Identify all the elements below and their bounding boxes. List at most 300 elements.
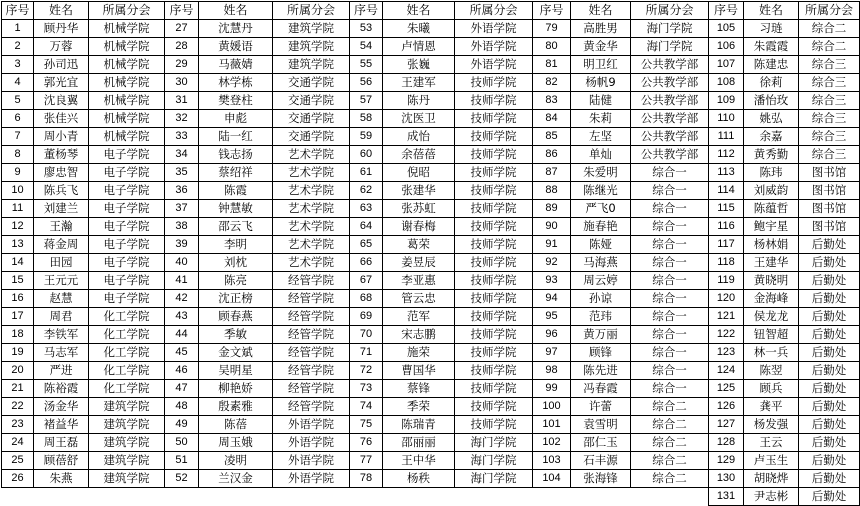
cell-name[interactable]: 王瀚 — [34, 218, 89, 236]
cell-department[interactable]: 综合一 — [631, 254, 709, 272]
cell-name[interactable]: 谢春梅 — [383, 218, 455, 236]
cell-department[interactable]: 建筑学院 — [273, 38, 350, 56]
cell-number[interactable]: 109 — [709, 92, 744, 110]
cell-number[interactable]: 22 — [2, 398, 34, 416]
cell-department[interactable]: 后勤处 — [799, 488, 860, 506]
cell-name[interactable]: 金海峰 — [744, 290, 799, 308]
cell-number[interactable]: 82 — [533, 74, 571, 92]
cell-number[interactable]: 29 — [165, 56, 199, 74]
cell-department[interactable]: 机械学院 — [89, 38, 165, 56]
cell-number[interactable]: 44 — [165, 326, 199, 344]
cell-name[interactable]: 胡晓烨 — [744, 470, 799, 488]
cell-empty[interactable] — [571, 488, 631, 506]
cell-name[interactable]: 蔡绍祥 — [199, 164, 273, 182]
cell-number[interactable]: 80 — [533, 38, 571, 56]
cell-number[interactable]: 59 — [350, 128, 383, 146]
cell-empty[interactable] — [631, 488, 709, 506]
cell-department[interactable]: 后勤处 — [799, 254, 860, 272]
cell-name[interactable]: 殷素雅 — [199, 398, 273, 416]
cell-name[interactable]: 施春艳 — [571, 218, 631, 236]
cell-number[interactable]: 55 — [350, 56, 383, 74]
cell-number[interactable]: 6 — [2, 110, 34, 128]
cell-number[interactable]: 97 — [533, 344, 571, 362]
cell-department[interactable]: 机械学院 — [89, 92, 165, 110]
cell-name[interactable]: 季敏 — [199, 326, 273, 344]
cell-department[interactable]: 后勤处 — [799, 398, 860, 416]
cell-name[interactable]: 陈兵飞 — [34, 182, 89, 200]
cell-name[interactable]: 朱爱明 — [571, 164, 631, 182]
cell-department[interactable]: 技师学院 — [455, 164, 533, 182]
cell-name[interactable]: 钮智超 — [744, 326, 799, 344]
cell-department[interactable]: 综合一 — [631, 272, 709, 290]
cell-name[interactable]: 刘建兰 — [34, 200, 89, 218]
cell-name[interactable]: 施荣 — [383, 344, 455, 362]
cell-number[interactable]: 23 — [2, 416, 34, 434]
cell-number[interactable]: 114 — [709, 182, 744, 200]
cell-name[interactable]: 孙司迅 — [34, 56, 89, 74]
cell-number[interactable]: 52 — [165, 470, 199, 488]
cell-number[interactable]: 102 — [533, 434, 571, 452]
cell-name[interactable]: 陈霞 — [199, 182, 273, 200]
cell-department[interactable]: 交通学院 — [273, 92, 350, 110]
cell-name[interactable]: 王建军 — [383, 74, 455, 92]
cell-name[interactable]: 严飞0 — [571, 200, 631, 218]
cell-name[interactable]: 王中华 — [383, 452, 455, 470]
cell-number[interactable]: 110 — [709, 110, 744, 128]
cell-department[interactable]: 综合一 — [631, 362, 709, 380]
cell-number[interactable]: 92 — [533, 254, 571, 272]
cell-department[interactable]: 建筑学院 — [273, 56, 350, 74]
cell-department[interactable]: 化工学院 — [89, 326, 165, 344]
header-cell[interactable]: 序号 — [350, 2, 383, 20]
cell-department[interactable]: 化工学院 — [89, 362, 165, 380]
cell-number[interactable]: 72 — [350, 362, 383, 380]
cell-number[interactable]: 14 — [2, 254, 34, 272]
cell-department[interactable]: 综合三 — [799, 146, 860, 164]
cell-name[interactable]: 朱燕 — [34, 470, 89, 488]
cell-name[interactable]: 管云忠 — [383, 290, 455, 308]
cell-name[interactable]: 顾兵 — [744, 380, 799, 398]
cell-number[interactable]: 34 — [165, 146, 199, 164]
cell-name[interactable]: 陈娅 — [571, 236, 631, 254]
cell-name[interactable]: 冯春霞 — [571, 380, 631, 398]
header-cell[interactable]: 所属分会 — [455, 2, 533, 20]
cell-number[interactable]: 48 — [165, 398, 199, 416]
cell-number[interactable]: 83 — [533, 92, 571, 110]
cell-department[interactable]: 电子学院 — [89, 290, 165, 308]
cell-department[interactable]: 电子学院 — [89, 236, 165, 254]
cell-number[interactable]: 95 — [533, 308, 571, 326]
cell-empty[interactable] — [199, 488, 273, 506]
cell-number[interactable]: 66 — [350, 254, 383, 272]
cell-name[interactable]: 林一兵 — [744, 344, 799, 362]
cell-department[interactable]: 技师学院 — [455, 416, 533, 434]
cell-number[interactable]: 42 — [165, 290, 199, 308]
cell-department[interactable]: 图书馆 — [799, 200, 860, 218]
cell-department[interactable]: 综合三 — [799, 92, 860, 110]
cell-name[interactable]: 邵仁玉 — [571, 434, 631, 452]
cell-number[interactable]: 35 — [165, 164, 199, 182]
cell-department[interactable]: 技师学院 — [455, 362, 533, 380]
cell-number[interactable]: 81 — [533, 56, 571, 74]
cell-number[interactable]: 130 — [709, 470, 744, 488]
cell-name[interactable]: 徐莉 — [744, 74, 799, 92]
cell-number[interactable]: 119 — [709, 272, 744, 290]
cell-number[interactable]: 20 — [2, 362, 34, 380]
header-cell[interactable]: 姓名 — [571, 2, 631, 20]
cell-name[interactable]: 马海燕 — [571, 254, 631, 272]
header-cell[interactable]: 所属分会 — [799, 2, 860, 20]
cell-department[interactable]: 技师学院 — [455, 146, 533, 164]
cell-number[interactable]: 112 — [709, 146, 744, 164]
cell-department[interactable]: 综合二 — [799, 38, 860, 56]
cell-number[interactable]: 38 — [165, 218, 199, 236]
cell-number[interactable]: 25 — [2, 452, 34, 470]
cell-department[interactable]: 公共教学部 — [631, 110, 709, 128]
cell-department[interactable]: 后勤处 — [799, 380, 860, 398]
header-cell[interactable]: 所属分会 — [273, 2, 350, 20]
cell-name[interactable]: 邵丽丽 — [383, 434, 455, 452]
cell-department[interactable]: 综合一 — [631, 380, 709, 398]
cell-name[interactable]: 季荣 — [383, 398, 455, 416]
cell-department[interactable]: 交通学院 — [273, 128, 350, 146]
cell-department[interactable]: 经管学院 — [273, 290, 350, 308]
cell-department[interactable]: 经管学院 — [273, 326, 350, 344]
cell-number[interactable]: 94 — [533, 290, 571, 308]
cell-number[interactable]: 87 — [533, 164, 571, 182]
cell-name[interactable]: 陈蓓 — [199, 416, 273, 434]
cell-department[interactable]: 艺术学院 — [273, 164, 350, 182]
cell-number[interactable]: 126 — [709, 398, 744, 416]
cell-department[interactable]: 图书馆 — [799, 218, 860, 236]
cell-number[interactable]: 65 — [350, 236, 383, 254]
cell-name[interactable]: 范玮 — [571, 308, 631, 326]
cell-number[interactable]: 10 — [2, 182, 34, 200]
header-cell[interactable]: 姓名 — [383, 2, 455, 20]
cell-name[interactable]: 姚弘 — [744, 110, 799, 128]
cell-department[interactable]: 技师学院 — [455, 110, 533, 128]
cell-name[interactable]: 顾丹华 — [34, 20, 89, 38]
cell-department[interactable]: 后勤处 — [799, 344, 860, 362]
cell-name[interactable]: 马薇婧 — [199, 56, 273, 74]
cell-name[interactable]: 王建华 — [744, 254, 799, 272]
cell-name[interactable]: 杨发强 — [744, 416, 799, 434]
cell-department[interactable]: 后勤处 — [799, 470, 860, 488]
cell-number[interactable]: 36 — [165, 182, 199, 200]
cell-department[interactable]: 建筑学院 — [89, 434, 165, 452]
cell-number[interactable]: 50 — [165, 434, 199, 452]
cell-number[interactable]: 61 — [350, 164, 383, 182]
cell-number[interactable]: 54 — [350, 38, 383, 56]
cell-department[interactable]: 机械学院 — [89, 74, 165, 92]
cell-department[interactable]: 技师学院 — [455, 92, 533, 110]
cell-empty[interactable] — [165, 488, 199, 506]
cell-department[interactable]: 综合二 — [631, 434, 709, 452]
cell-number[interactable]: 15 — [2, 272, 34, 290]
cell-name[interactable]: 张建华 — [383, 182, 455, 200]
cell-department[interactable]: 综合三 — [799, 110, 860, 128]
cell-number[interactable]: 40 — [165, 254, 199, 272]
cell-name[interactable]: 申彪 — [199, 110, 273, 128]
cell-name[interactable]: 李亚惠 — [383, 272, 455, 290]
cell-empty[interactable] — [350, 488, 383, 506]
cell-number[interactable]: 107 — [709, 56, 744, 74]
cell-number[interactable]: 118 — [709, 254, 744, 272]
cell-number[interactable]: 43 — [165, 308, 199, 326]
cell-name[interactable]: 钟慧敏 — [199, 200, 273, 218]
cell-department[interactable]: 综合一 — [631, 326, 709, 344]
cell-name[interactable]: 张苏虹 — [383, 200, 455, 218]
cell-department[interactable]: 技师学院 — [455, 398, 533, 416]
cell-number[interactable]: 84 — [533, 110, 571, 128]
cell-name[interactable]: 李明 — [199, 236, 273, 254]
cell-department[interactable]: 海门学院 — [631, 38, 709, 56]
cell-name[interactable]: 沈医卫 — [383, 110, 455, 128]
cell-name[interactable]: 潘怡玫 — [744, 92, 799, 110]
cell-department[interactable]: 外语学院 — [455, 38, 533, 56]
cell-department[interactable]: 综合一 — [631, 344, 709, 362]
header-cell[interactable]: 序号 — [165, 2, 199, 20]
cell-number[interactable]: 5 — [2, 92, 34, 110]
cell-department[interactable]: 技师学院 — [455, 254, 533, 272]
cell-number[interactable]: 77 — [350, 452, 383, 470]
header-cell[interactable]: 所属分会 — [631, 2, 709, 20]
cell-department[interactable]: 外语学院 — [273, 452, 350, 470]
cell-name[interactable]: 陈继光 — [571, 182, 631, 200]
cell-number[interactable]: 128 — [709, 434, 744, 452]
cell-name[interactable]: 范军 — [383, 308, 455, 326]
cell-name[interactable]: 孙谅 — [571, 290, 631, 308]
cell-name[interactable]: 周小青 — [34, 128, 89, 146]
cell-number[interactable]: 7 — [2, 128, 34, 146]
cell-name[interactable]: 顾蓓舒 — [34, 452, 89, 470]
cell-name[interactable]: 石丰源 — [571, 452, 631, 470]
cell-name[interactable]: 赵慧 — [34, 290, 89, 308]
cell-department[interactable]: 经管学院 — [273, 398, 350, 416]
cell-department[interactable]: 技师学院 — [455, 272, 533, 290]
cell-number[interactable]: 18 — [2, 326, 34, 344]
cell-number[interactable]: 76 — [350, 434, 383, 452]
cell-number[interactable]: 98 — [533, 362, 571, 380]
cell-name[interactable]: 黄晓明 — [744, 272, 799, 290]
cell-name[interactable]: 顾春燕 — [199, 308, 273, 326]
cell-number[interactable]: 3 — [2, 56, 34, 74]
cell-name[interactable]: 周君 — [34, 308, 89, 326]
header-cell[interactable]: 序号 — [533, 2, 571, 20]
cell-number[interactable]: 93 — [533, 272, 571, 290]
cell-name[interactable]: 吴明星 — [199, 362, 273, 380]
cell-department[interactable]: 综合二 — [631, 398, 709, 416]
cell-name[interactable]: 刘威韵 — [744, 182, 799, 200]
cell-empty[interactable] — [34, 488, 89, 506]
cell-number[interactable]: 53 — [350, 20, 383, 38]
cell-department[interactable]: 后勤处 — [799, 362, 860, 380]
cell-name[interactable]: 柳艳娇 — [199, 380, 273, 398]
cell-number[interactable]: 58 — [350, 110, 383, 128]
cell-number[interactable]: 125 — [709, 380, 744, 398]
cell-department[interactable]: 技师学院 — [455, 218, 533, 236]
cell-name[interactable]: 袁雪明 — [571, 416, 631, 434]
cell-name[interactable]: 卢情恩 — [383, 38, 455, 56]
cell-name[interactable]: 金文斌 — [199, 344, 273, 362]
cell-number[interactable]: 78 — [350, 470, 383, 488]
cell-number[interactable]: 111 — [709, 128, 744, 146]
cell-name[interactable]: 陈丹 — [383, 92, 455, 110]
cell-number[interactable]: 75 — [350, 416, 383, 434]
cell-name[interactable]: 朱曦 — [383, 20, 455, 38]
cell-number[interactable]: 67 — [350, 272, 383, 290]
cell-department[interactable]: 图书馆 — [799, 164, 860, 182]
cell-name[interactable]: 蒋金周 — [34, 236, 89, 254]
cell-number[interactable]: 100 — [533, 398, 571, 416]
cell-department[interactable]: 综合一 — [631, 200, 709, 218]
cell-number[interactable]: 13 — [2, 236, 34, 254]
header-cell[interactable]: 姓名 — [34, 2, 89, 20]
cell-number[interactable]: 69 — [350, 308, 383, 326]
cell-name[interactable]: 陈蕴哲 — [744, 200, 799, 218]
cell-number[interactable]: 113 — [709, 164, 744, 182]
cell-name[interactable]: 周玉娥 — [199, 434, 273, 452]
cell-number[interactable]: 17 — [2, 308, 34, 326]
cell-department[interactable]: 交通学院 — [273, 110, 350, 128]
cell-name[interactable]: 沈良翼 — [34, 92, 89, 110]
cell-name[interactable]: 钱志扬 — [199, 146, 273, 164]
cell-department[interactable]: 公共教学部 — [631, 146, 709, 164]
cell-department[interactable]: 外语学院 — [273, 470, 350, 488]
cell-department[interactable]: 外语学院 — [455, 20, 533, 38]
cell-name[interactable]: 万蓉 — [34, 38, 89, 56]
cell-name[interactable]: 曹国华 — [383, 362, 455, 380]
cell-name[interactable]: 樊登柱 — [199, 92, 273, 110]
cell-number[interactable]: 96 — [533, 326, 571, 344]
cell-number[interactable]: 79 — [533, 20, 571, 38]
cell-name[interactable]: 习琏 — [744, 20, 799, 38]
cell-name[interactable]: 杨帆9 — [571, 74, 631, 92]
cell-department[interactable]: 综合二 — [631, 452, 709, 470]
header-cell[interactable]: 姓名 — [199, 2, 273, 20]
cell-department[interactable]: 电子学院 — [89, 182, 165, 200]
cell-name[interactable]: 廖忠智 — [34, 164, 89, 182]
cell-number[interactable]: 2 — [2, 38, 34, 56]
cell-number[interactable]: 115 — [709, 200, 744, 218]
cell-department[interactable]: 综合一 — [631, 164, 709, 182]
header-cell[interactable]: 序号 — [709, 2, 744, 20]
cell-empty[interactable] — [89, 488, 165, 506]
cell-department[interactable]: 海门学院 — [455, 470, 533, 488]
cell-department[interactable]: 电子学院 — [89, 254, 165, 272]
cell-name[interactable]: 侯龙龙 — [744, 308, 799, 326]
cell-department[interactable]: 综合三 — [799, 56, 860, 74]
cell-name[interactable]: 黄万丽 — [571, 326, 631, 344]
cell-number[interactable]: 131 — [709, 488, 744, 506]
cell-number[interactable]: 99 — [533, 380, 571, 398]
cell-name[interactable]: 陆健 — [571, 92, 631, 110]
cell-number[interactable]: 116 — [709, 218, 744, 236]
cell-department[interactable]: 机械学院 — [89, 128, 165, 146]
cell-department[interactable]: 技师学院 — [455, 344, 533, 362]
cell-department[interactable]: 艺术学院 — [273, 236, 350, 254]
cell-name[interactable]: 陈先进 — [571, 362, 631, 380]
cell-name[interactable]: 杨秩 — [383, 470, 455, 488]
cell-name[interactable]: 周王磊 — [34, 434, 89, 452]
cell-name[interactable]: 朱莉 — [571, 110, 631, 128]
cell-department[interactable]: 经管学院 — [273, 380, 350, 398]
cell-name[interactable]: 宋志鹏 — [383, 326, 455, 344]
cell-department[interactable]: 图书馆 — [799, 182, 860, 200]
cell-number[interactable]: 28 — [165, 38, 199, 56]
cell-number[interactable]: 120 — [709, 290, 744, 308]
cell-number[interactable]: 45 — [165, 344, 199, 362]
cell-number[interactable]: 90 — [533, 218, 571, 236]
cell-name[interactable]: 陈翌 — [744, 362, 799, 380]
cell-number[interactable]: 49 — [165, 416, 199, 434]
cell-number[interactable]: 101 — [533, 416, 571, 434]
cell-department[interactable]: 综合二 — [631, 470, 709, 488]
cell-name[interactable]: 董杨琴 — [34, 146, 89, 164]
cell-department[interactable]: 后勤处 — [799, 308, 860, 326]
cell-department[interactable]: 电子学院 — [89, 272, 165, 290]
cell-number[interactable]: 24 — [2, 434, 34, 452]
cell-department[interactable]: 公共教学部 — [631, 74, 709, 92]
cell-department[interactable]: 外语学院 — [273, 416, 350, 434]
cell-department[interactable]: 艺术学院 — [273, 254, 350, 272]
cell-department[interactable]: 公共教学部 — [631, 128, 709, 146]
cell-number[interactable]: 63 — [350, 200, 383, 218]
cell-number[interactable]: 19 — [2, 344, 34, 362]
cell-name[interactable]: 高胜男 — [571, 20, 631, 38]
cell-number[interactable]: 68 — [350, 290, 383, 308]
cell-department[interactable]: 机械学院 — [89, 110, 165, 128]
cell-name[interactable]: 严进 — [34, 362, 89, 380]
cell-empty[interactable] — [2, 488, 34, 506]
cell-department[interactable]: 后勤处 — [799, 416, 860, 434]
cell-number[interactable]: 60 — [350, 146, 383, 164]
cell-department[interactable]: 经管学院 — [273, 308, 350, 326]
cell-department[interactable]: 后勤处 — [799, 434, 860, 452]
cell-department[interactable]: 综合一 — [631, 236, 709, 254]
cell-department[interactable]: 海门学院 — [455, 434, 533, 452]
cell-department[interactable]: 综合二 — [799, 20, 860, 38]
cell-department[interactable]: 艺术学院 — [273, 218, 350, 236]
cell-number[interactable]: 37 — [165, 200, 199, 218]
cell-number[interactable]: 30 — [165, 74, 199, 92]
cell-department[interactable]: 机械学院 — [89, 20, 165, 38]
cell-number[interactable]: 12 — [2, 218, 34, 236]
cell-department[interactable]: 技师学院 — [455, 236, 533, 254]
cell-name[interactable]: 田园 — [34, 254, 89, 272]
cell-department[interactable]: 技师学院 — [455, 74, 533, 92]
cell-number[interactable]: 33 — [165, 128, 199, 146]
cell-department[interactable]: 技师学院 — [455, 380, 533, 398]
cell-name[interactable]: 姜昱辰 — [383, 254, 455, 272]
cell-name[interactable]: 许蕾 — [571, 398, 631, 416]
cell-department[interactable]: 建筑学院 — [89, 452, 165, 470]
cell-department[interactable]: 化工学院 — [89, 380, 165, 398]
cell-number[interactable]: 127 — [709, 416, 744, 434]
cell-empty[interactable] — [455, 488, 533, 506]
cell-number[interactable]: 89 — [533, 200, 571, 218]
cell-name[interactable]: 左坚 — [571, 128, 631, 146]
cell-number[interactable]: 123 — [709, 344, 744, 362]
cell-department[interactable]: 外语学院 — [455, 56, 533, 74]
cell-department[interactable]: 综合一 — [631, 218, 709, 236]
cell-name[interactable]: 黄秀勤 — [744, 146, 799, 164]
cell-department[interactable]: 建筑学院 — [273, 20, 350, 38]
cell-number[interactable]: 71 — [350, 344, 383, 362]
cell-department[interactable]: 经管学院 — [273, 272, 350, 290]
cell-name[interactable]: 成怡 — [383, 128, 455, 146]
cell-department[interactable]: 交通学院 — [273, 74, 350, 92]
